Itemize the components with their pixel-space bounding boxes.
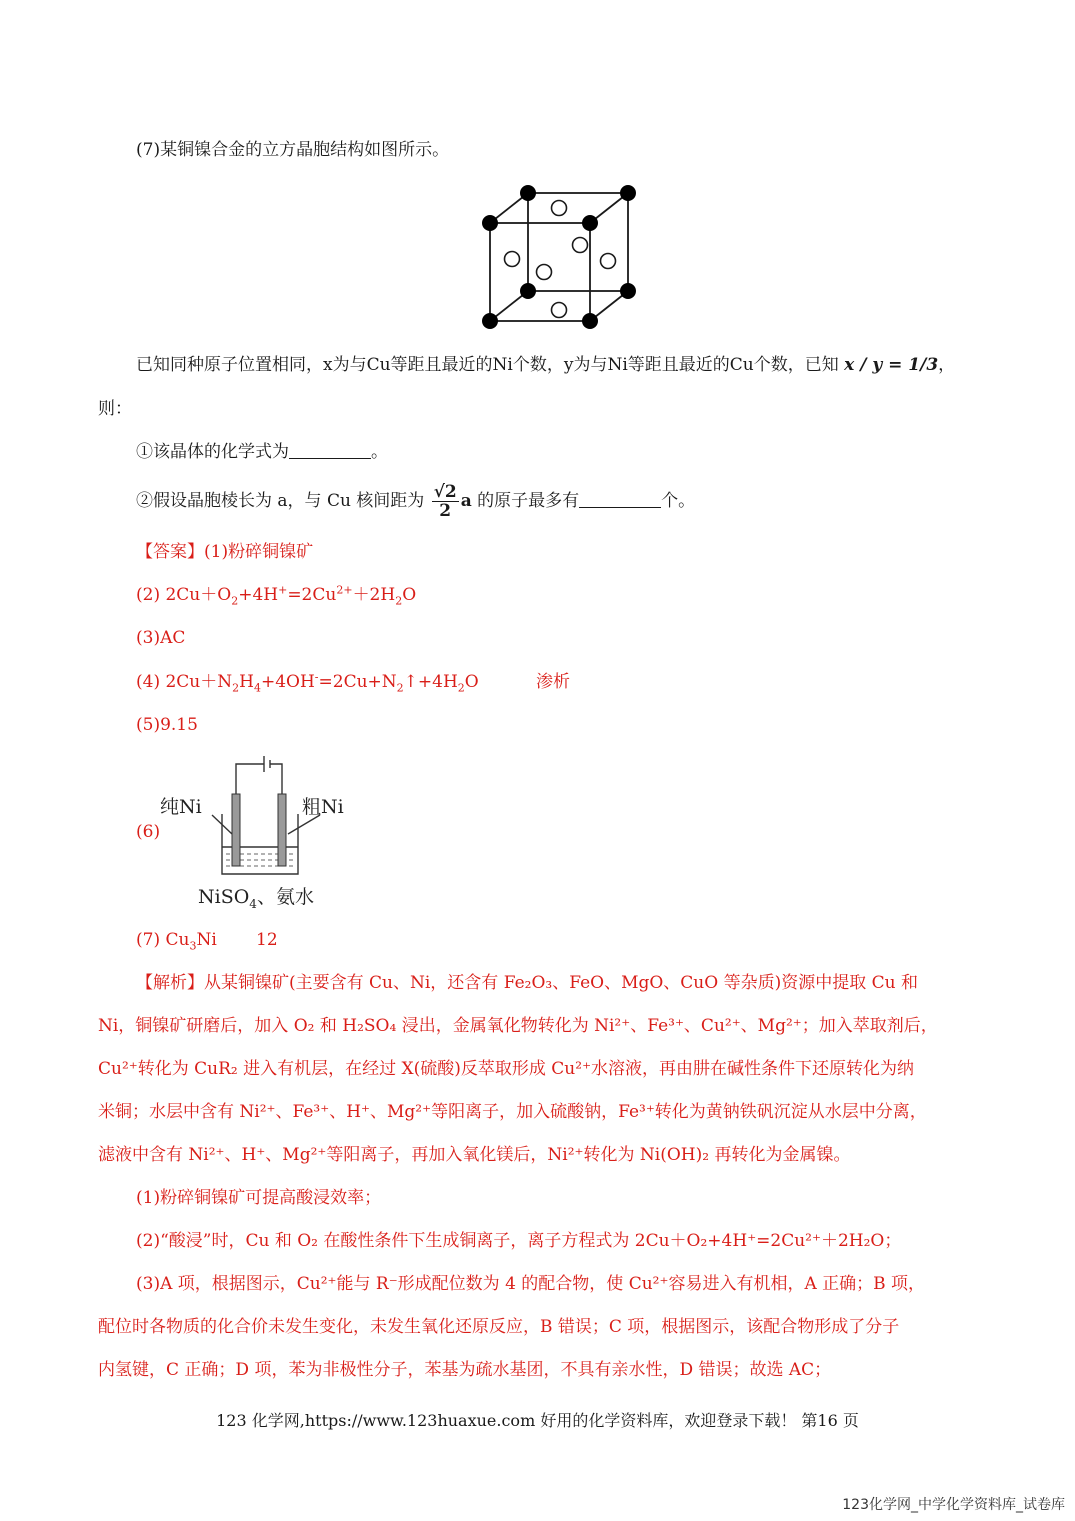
fraction-denominator: 2 xyxy=(439,501,452,521)
electrolyte-tail: 、氨水 xyxy=(256,886,314,908)
question-then: 则： xyxy=(98,399,132,419)
label-crude-ni: 粗Ni xyxy=(302,796,344,818)
analysis-p3: (2)“酸浸”时，Cu 和 O₂ 在酸性条件下生成铜离子，离子方程式为 2Cu＋O₂+4H⁺=2Cu²⁺＋2H₂O； xyxy=(136,1231,902,1251)
analysis-p1-l3: Cu²⁺转化为 CuR₂ 进入有机层，在经过 X(硫酸)反萃取形成 Cu²⁺水溶液，再由肼在碱性条件下还原转化为纳 xyxy=(98,1059,915,1079)
answer-7-extra: 12 xyxy=(256,930,278,950)
question-7-title: (7)某铜镍合金的立方晶胞结构如图所示。 xyxy=(136,140,450,160)
fraction-sqrt2-over-2 xyxy=(432,483,459,520)
sub-question-2 xyxy=(136,478,695,524)
sub2-end: 个。 xyxy=(661,491,696,511)
electrolyte-subscript: 4 xyxy=(249,896,257,911)
analysis-p4-l1: (3)A 项，根据图示，Cu²⁺能与 R⁻形成配位数为 4 的配合物，使 Cu²⁺容易进入有机相，A 正确；B 项， xyxy=(136,1274,926,1294)
analysis-p1-l1: 从某铜镍矿(主要含有 Cu、Ni，还含有 Fe₂O₃、FeO、MgO、CuO 等杂质)资源中提取 Cu 和 xyxy=(204,973,918,993)
page-footer: 123 化学网,https://www.123huaxue.com 好用的化学资料库，欢迎登录下载！ 第16 页 xyxy=(216,1411,859,1430)
answer-5: (5)9.15 xyxy=(136,715,198,735)
known-expression: x / y = 1/3 xyxy=(844,355,939,375)
sub1-end: 。 xyxy=(371,442,388,462)
site-watermark: 123化学网_中学化学资料库_试卷库 xyxy=(842,1497,1065,1513)
label-electrolyte xyxy=(198,882,314,909)
answer-label: 【答案】 xyxy=(136,542,204,562)
answer-3: (3)AC xyxy=(136,628,186,648)
answer-blank-1 xyxy=(289,442,371,459)
analysis-line-1 xyxy=(136,971,918,995)
analysis-p1-l5: 滤液中含有 Ni²⁺、H⁺、Mg²⁺等阳离子，再加入氧化镁后，Ni²⁺转化为 Ni(OH)₂ 再转化为金属镍。 xyxy=(98,1145,851,1165)
fraction-a: a xyxy=(460,491,472,511)
sub1-text: ①该晶体的化学式为 xyxy=(136,442,289,462)
analysis-p2: (1)粉碎铜镍矿可提高酸浸效率； xyxy=(136,1188,382,1208)
answer-1: (1)粉碎铜镍矿 xyxy=(204,542,314,562)
analysis-p4-l2: 配位时各物质的化合价未发生变化，未发生氧化还原反应，B 错误；C 项，根据图示，该配合物形成了分子 xyxy=(98,1317,900,1337)
analysis-p1-l2: Ni，铜镍矿研磨后，加入 O₂ 和 H₂SO₄ 浸出，金属氧化物转化为 Ni²⁺、Fe³⁺、Cu²⁺、Mg²⁺；加入萃取剂后， xyxy=(98,1016,938,1036)
answer-4-extra: 渗析 xyxy=(536,672,570,692)
analysis-label: 【解析】 xyxy=(136,973,204,993)
electrolyte-formula: NiSO xyxy=(198,886,250,908)
known-text: 已知同种原子位置相同，x为与Cu等距且最近的Ni个数，y为与Ni等距且最近的Cu个数，已知 xyxy=(136,355,845,375)
answer-7: (7) $Cu_3Ni$ xyxy=(136,930,217,953)
answer-blank-2 xyxy=(579,491,661,508)
question-known-line xyxy=(136,353,955,377)
sub2-text: ②假设晶胞棱长为 a，与 Cu 核间距为 xyxy=(136,491,430,511)
crystal-cell-diagram xyxy=(470,178,650,338)
answer-line-1 xyxy=(136,540,313,564)
analysis-p4-l3: 内氢键，C 正确；D 项，苯为非极性分子，苯基为疏水基团，不具有亲水性，D 错误；故选 AC； xyxy=(98,1360,832,1380)
fraction-numerator: √2 xyxy=(433,482,457,502)
sub2-text-b: 的原子最多有 xyxy=(471,491,580,511)
answer-2: (2) $2Cu+O_2+4H^+=2Cu^{2+}+2H_2O$ xyxy=(136,583,417,608)
answer-6: (6) xyxy=(136,822,161,842)
answer-4: (4) $2Cu+N_2H_4+4OH^-=2Cu+N_2↑+4H_2O$ xyxy=(136,670,479,695)
label-pure-ni: 纯Ni xyxy=(160,796,202,818)
sub-question-1 xyxy=(136,440,388,464)
analysis-p1-l4: 米铜；水层中含有 Ni²⁺、Fe³⁺、H⁺、Mg²⁺等阳离子，加入硫酸钠，Fe³⁺转化为黄钠铁矾沉淀从水层中分离， xyxy=(98,1102,927,1122)
electrolysis-diagram xyxy=(158,752,358,912)
known-end: ， xyxy=(938,355,956,375)
